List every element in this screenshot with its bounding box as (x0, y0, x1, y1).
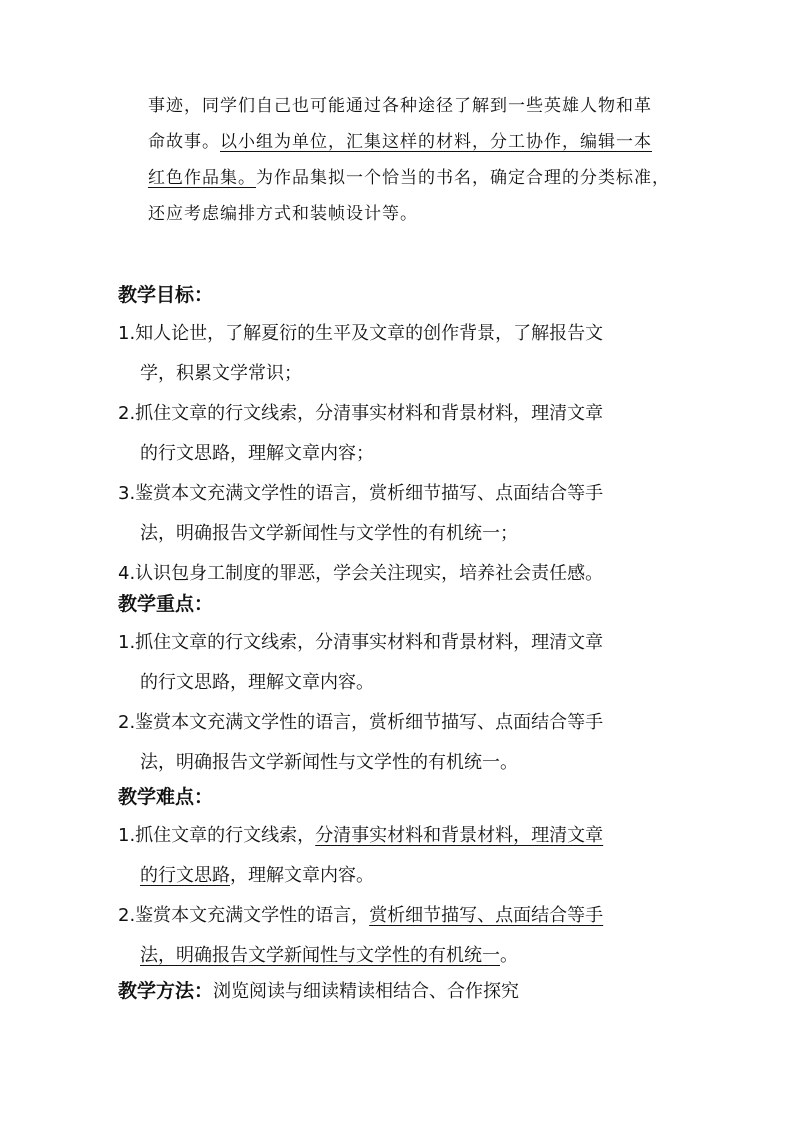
intro-paragraph (148, 88, 708, 232)
key-point-1-line-2: 的行文思路，理解文章内容。 (140, 672, 374, 693)
key-point-item-2 (118, 703, 698, 783)
objective-item-3 (118, 474, 698, 554)
objective-item-2 (118, 394, 698, 474)
intro-line-4: 还应考虑编排方式和装帧设计等。 (148, 204, 418, 224)
intro-line-3-underlined: 红色作品集。 (148, 168, 256, 188)
key-points-section (118, 585, 698, 783)
methods-text: 浏览阅读与细读精读相结合、合作探究 (213, 981, 520, 1002)
key-point-1-line-1: 1.抓住文章的行文线索，分清事实材料和背景材料，理清文章 (118, 632, 604, 653)
key-point-2-line-2: 法，明确报告文学新闻性与文学性的有机统一。 (140, 752, 518, 773)
key-point-2-line-1: 2.鉴赏本文充满文学性的语言，赏析细节描写、点面结合等手 (118, 712, 604, 733)
difficulty-1-line-2-text: ，理解文章内容。 (230, 865, 374, 886)
objective-1-line-1: 1.知人论世，了解夏衍的生平及文章的创作背景，了解报告文 (118, 323, 604, 344)
intro-line-1: 事迹，同学们自己也可能通过各种途径了解到一些英雄人物和革 (148, 96, 652, 116)
difficulty-1-line-1 (118, 816, 698, 856)
intro-line-3 (148, 160, 708, 196)
difficulties-heading: 教学难点： (118, 786, 214, 808)
difficulty-1-line-2-underlined: 的行文思路 (140, 865, 230, 886)
difficulty-2-line-1 (118, 896, 698, 936)
difficulty-2-line-2 (118, 936, 698, 976)
objective-2-line-2: 的行文思路，理解文章内容； (140, 443, 374, 464)
methods-heading: 教学方法： (118, 980, 214, 1002)
objectives-section (118, 276, 698, 594)
difficulty-2-line-1-underlined: 赏析细节描写、点面结合等手 (369, 905, 604, 926)
objective-2-line-1: 2.抓住文章的行文线索，分清事实材料和背景材料，理清文章 (118, 403, 604, 424)
objective-1-line-2: 学，积累文学常识； (140, 363, 302, 384)
difficulty-1-line-2 (118, 856, 698, 896)
difficulty-2-line-2-text: 。 (500, 945, 518, 966)
difficulty-2-line-2-underlined: 法，明确报告文学新闻性与文学性的有机统一 (140, 945, 500, 966)
objective-3-line-1: 3.鉴赏本文充满文学性的语言，赏析细节描写、点面结合等手 (118, 483, 604, 504)
difficulty-1-line-1-underlined: 分清事实材料和背景材料，理清文章 (315, 825, 604, 846)
key-points-heading: 教学重点： (118, 593, 214, 615)
objectives-heading: 教学目标： (118, 284, 214, 306)
objective-4-line-1: 4.认识包身工制度的罪恶，学会关注现实，培养社会责任感。 (118, 563, 604, 584)
objective-item-1 (118, 314, 698, 394)
methods-section (118, 972, 698, 1011)
intro-line-2-underlined: 以小组为单位，汇集这样的材料，分工协作，编辑一本 (220, 132, 652, 152)
difficulties-section (118, 778, 698, 976)
objective-3-line-2: 法，明确报告文学新闻性与文学性的有机统一； (140, 523, 518, 544)
difficulty-1-line-1-text: 1.抓住文章的行文线索， (118, 825, 316, 846)
intro-line-3-text: 为作品集拟一个恰当的书名，确定合理的分类标准， (256, 168, 670, 188)
methods-line (118, 972, 698, 1011)
difficulty-item-2 (118, 896, 698, 976)
key-point-item-1 (118, 623, 698, 703)
difficulty-item-1 (118, 816, 698, 896)
intro-line-2-text: 命故事。 (148, 132, 220, 152)
difficulty-2-line-1-text: 2.鉴赏本文充满文学性的语言， (118, 905, 370, 926)
intro-line-2 (148, 124, 708, 160)
